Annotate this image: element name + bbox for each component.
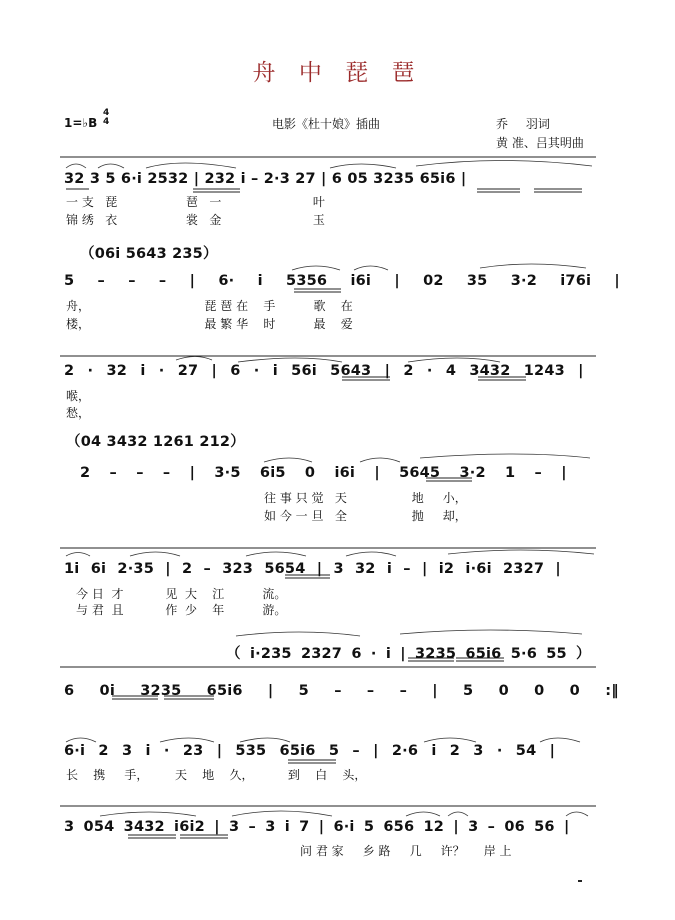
score-line-2-lyrics-verse-1: 舟， 琵 琶 在 手 歌 在 [66, 299, 353, 313]
subtitle: 电影《杜十娘》插曲 [272, 117, 381, 131]
score-line-7-notes: 6·i 2 3 i · 23 | 535 65i6 5 – | 2·6 i 2 3 · 54 | [64, 743, 556, 759]
page-mark [578, 880, 582, 882]
score-line-2-notes: 5 – – – | 6· i 5356 i6i | 02 35 3·2 i76i | [64, 273, 620, 289]
score-line-3-lyrics-verse-2: 愁， [66, 406, 91, 420]
score-line-4-notes: 2 – – – | 3·5 6i5 0 i6i | 5645 3·2 1 – | [80, 465, 567, 481]
score-line-5-lyrics-verse-2: 与 君 且 作 少 年 游。 [76, 603, 287, 617]
score-line-2-lyrics-verse-2: 楼， 最 繁 华 时 最 爱 [66, 317, 353, 331]
key-signature: 1=♭B [64, 116, 98, 130]
score-line-2-intro: （06i 5643 235） [80, 246, 218, 262]
score-line-1-notes: 32 3 5 6·i 2532 | 232 i – 2·3 27 | 6 05 3235 65i6 | [64, 171, 467, 187]
score-line-4-lyrics-verse-1: 往 事 只 觉 天 地 小， [264, 491, 467, 505]
score-line-4-intro: （04 3432 1261 212） [66, 434, 245, 450]
score-line-3-lyrics-verse-1: 喉， [66, 389, 91, 403]
score-line-1-lyrics-verse-1: 一 支 琵 琶 一 叶 [66, 195, 325, 209]
song-title: 舟 中 琵 琶 [252, 60, 423, 86]
score-line-1-lyrics-verse-2: 锦 绣 衣 裳 金 玉 [66, 213, 325, 227]
time-signature-bottom: 4 [103, 117, 110, 127]
score-line-4-lyrics-verse-2: 如 今 一 旦 全 抛 却， [264, 509, 467, 523]
time-signature-top: 4 [103, 108, 110, 118]
score-line-8-notes: 3 054 3432 i6i2 | 3 – 3 i 7 | 6·i 5 656 12 | 3 – 06 56 | [64, 819, 570, 835]
score-line-6-interlude: （ i·235 2327 6 · i | 3235 65i6 5·6 55 ） [226, 646, 591, 662]
time-signature [103, 109, 109, 127]
composer-credit: 黄 准、吕其明曲 [496, 136, 584, 150]
score-line-7-lyrics: 长 携 手， 天 地 久， 到 白 头， [66, 768, 367, 782]
lyricist-credit: 乔 羽词 [496, 117, 550, 131]
score-line-6-notes: 6 0i 3235 65i6 | 5 – – – | 5 0 0 0 :‖ [64, 683, 619, 699]
score-line-3-notes: 2 · 32 i · 27 | 6 · i 56i 5643 | 2 · 4 3432 1243 | [64, 363, 584, 379]
score-line-8-lyrics: 问 君 家 乡 路 几 许？ 岸 上 [300, 844, 512, 858]
score-line-5-notes: 1i 6i 2·35 | 2 – 323 5654 | 3 32 i – | i2 i·6i 2327 | [64, 561, 561, 577]
score-line-5-lyrics-verse-1: 今 日 才 见 大 江 流。 [76, 587, 287, 601]
